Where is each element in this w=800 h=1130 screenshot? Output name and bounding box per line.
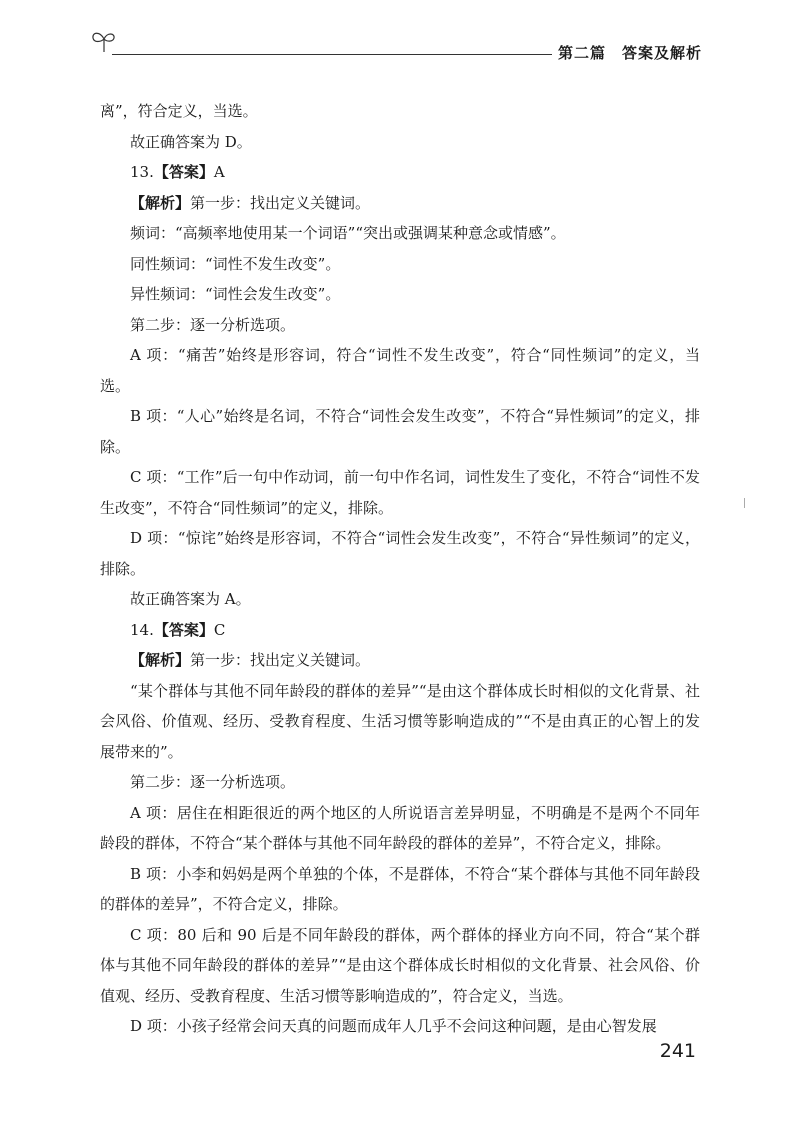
paragraph-text: 第一步：找出定义关键词。 [190, 193, 371, 212]
paragraph [100, 615, 700, 646]
paragraph-text: D 项：小孩子经常会问天真的问题而成年人几乎不会问这种问题，是由心智发展 [130, 1017, 657, 1035]
paragraph [100, 401, 700, 462]
paragraph-text: “某个群体与其他不同年龄段的群体的差异”“是由这个群体成长时相似的文化背景、社会风俗、价值观、经历、受教育程度、生活习惯等影响造成的”“不是由真正的心智上的发展带来的”。 [100, 681, 700, 761]
analysis-label: 【解析】 [130, 193, 191, 212]
paragraph-text: 故正确答案为 D。 [130, 132, 252, 151]
paragraph [100, 218, 700, 249]
paragraph [100, 279, 700, 310]
paragraph [100, 523, 700, 584]
paragraph-text: B 项：“人心”始终是名词，不符合“词性会发生改变”，不符合“异性频词”的定义，排除。 [100, 407, 700, 456]
paragraph-text: A 项：“痛苦”始终是形容词，符合“词性不发生改变”，符合“同性频词”的定义，当选。 [100, 346, 700, 395]
paragraph [100, 645, 700, 676]
paragraph-text: 同性频词：“词性不发生改变”。 [130, 254, 341, 273]
header-title: 第二篇 答案及解析 [557, 44, 702, 62]
paragraph-text: C [213, 620, 226, 639]
analysis-label: 【解析】 [130, 651, 191, 669]
margin-mark [744, 498, 745, 508]
paragraph-text: 第一步：找出定义关键词。 [190, 651, 371, 669]
paragraph-text: C 项：80 后和 90 后是不同年龄段的群体，两个群体的择业方向不同，符合“某个群体与其他不同年龄段的群体的差异”“是由这个群体成长时相似的文化背景、社会风俗、价值观、经历、受教育程度、生活习惯等影响造成的”，符合定义，当选。 [100, 925, 700, 1005]
paragraph [100, 157, 700, 188]
question-number: 14. [130, 620, 154, 639]
page-header [90, 28, 702, 68]
paragraph [100, 1011, 700, 1042]
page-number: 241 [659, 1040, 696, 1062]
paragraph [100, 920, 700, 1012]
paragraph-text: 异性频词：“词性会发生改变”。 [130, 285, 341, 303]
sprout-icon [90, 28, 118, 54]
page-body [100, 96, 700, 1042]
paragraph-text: 离”，符合定义，当选。 [100, 102, 258, 120]
paragraph-text: D 项：“惊诧”始终是形容词，不符合“词性会发生改变”，不符合“异性频词”的定义，排除。 [100, 529, 700, 578]
answer-label: 【答案】 [153, 163, 214, 181]
paragraph [100, 127, 700, 158]
paragraph [100, 340, 700, 401]
paragraph-text: 第二步：逐一分析选项。 [130, 315, 296, 334]
paragraph [100, 798, 700, 859]
paragraph [100, 310, 700, 341]
paragraph [100, 462, 700, 523]
paragraph [100, 676, 700, 768]
paragraph [100, 96, 700, 127]
paragraph-text: C 项：“工作”后一句中作动词，前一句中作名词，词性发生了变化，不符合“词性不发生改变”，不符合“同性频词”的定义，排除。 [100, 468, 700, 517]
paragraph [100, 859, 700, 920]
paragraph [100, 767, 700, 798]
paragraph [100, 249, 700, 280]
paragraph [100, 584, 700, 615]
paragraph-text: A 项：居住在相距很近的两个地区的人所说语言差异明显，不明确是不是两个不同年龄段的群体，不符合“某个群体与其他不同年龄段的群体的差异”，不符合定义，排除。 [100, 803, 700, 852]
paragraph-text: 频词：“高频率地使用某一个词语”“突出或强调某种意念或情感”。 [130, 224, 566, 242]
paragraph-text: A [213, 163, 225, 181]
paragraph-text: 第二步：逐一分析选项。 [130, 773, 296, 791]
header-rule [112, 54, 552, 55]
answer-label: 【答案】 [153, 620, 214, 639]
paragraph [100, 188, 700, 219]
question-number: 13. [130, 163, 154, 181]
paragraph-text: B 项：小李和妈妈是两个单独的个体，不是群体，不符合“某个群体与其他不同年龄段的群体的差异”，不符合定义，排除。 [100, 864, 700, 913]
paragraph-text: 故正确答案为 A。 [130, 590, 251, 608]
